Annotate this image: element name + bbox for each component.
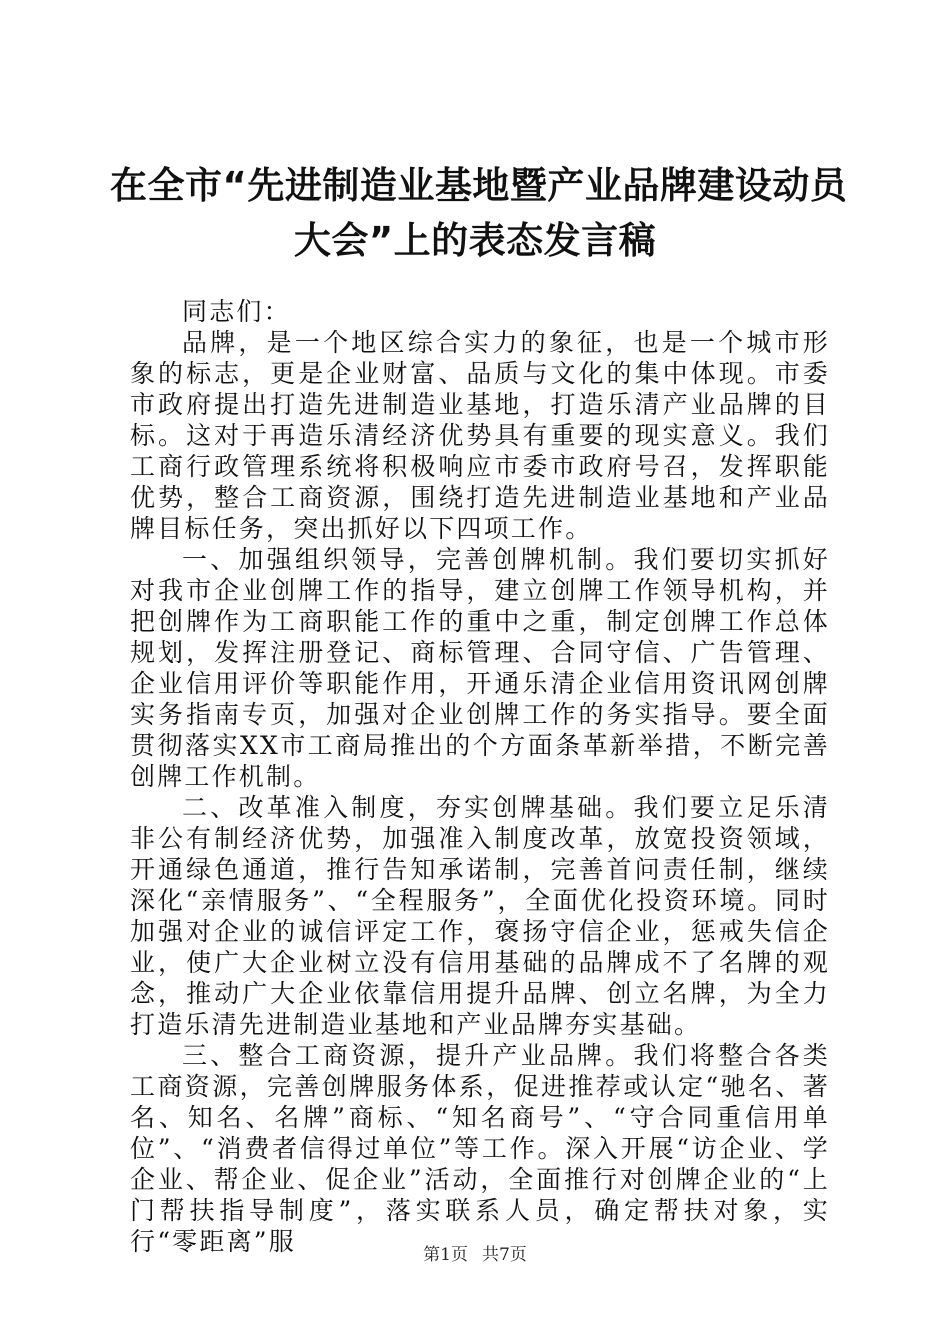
paragraph-section-2: 二、改革准入制度，夯实创牌基础。我们要立足乐清非公有制经济优势，加强准入制度改革，放宽投资领域，开通绿色通道，推行告知承诺制，完善首问责任制，继续深化“亲情服务”、“全程服务”，全面优化投资环境。同时加强对企业的诚信评定工作，褒扬守信企业，惩戒失信企业，使广大企业树立没有信用基础的品牌成不了名牌的观念，推动广大企业依靠信用提升品牌、创立名牌，为全力打造乐清先进制造业基地和产业品牌夯实基础。 — [130, 793, 830, 1039]
title-line-1: 在全市“先进制造业基地暨产业品牌建设动员 — [110, 164, 848, 207]
page-number: 第1页 — [423, 1245, 468, 1265]
salutation: 同志们： — [182, 297, 291, 326]
page-footer — [0, 1243, 950, 1267]
paragraph-section-1: 一、加强组织领导，完善创牌机制。我们要切实抓好对我市企业创牌工作的指导，建立创牌工作领导机构，并把创牌作为工商职能工作的重中之重，制定创牌工作总体规划，发挥注册登记、商标管理、合同守信、广告管理、企业信用评价等职能作用，开通乐清企业信用资讯网创牌实务指南专页，加强对企业创牌工作的务实指导。要全面贯彻落实XX市工商局推出的个方面条革新举措，不断完善创牌工作机制。 — [130, 545, 830, 791]
title-line-2: 大会”上的表态发言稿 — [293, 219, 657, 262]
page-total: 共7页 — [482, 1245, 527, 1265]
document-title — [110, 158, 848, 268]
paragraph-intro: 品牌，是一个地区综合实力的象征，也是一个城市形象的标志，更是企业财富、品质与文化的集中体现。市委市政府提出打造先进制造业基地，打造乐清产业品牌的目标。这对于再造乐清经济优势具有重要的现实意义。我们工商行政管理系统将积极响应市委市政府号召，发挥职能优势，整合工商资源，围绕打造先进制造业基地和产业品牌目标任务，突出抓好以下四项工作。 — [130, 328, 830, 543]
document-body — [130, 296, 830, 1257]
paragraph-section-3: 三、整合工商资源，提升产业品牌。我们将整合各类工商资源，完善创牌服务体系，促进推荐或认定“驰名、著名、知名、名牌”商标、“知名商号”、“守合同重信用单位”、“消费者信得过单位”等工作。深入开展“访企业、学企业、帮企业、促企业”活动，全面推行对创牌企业的“上门帮扶指导制度”，落实联系人员，确定帮扶对象，实行“零距离”服 — [130, 1041, 830, 1256]
